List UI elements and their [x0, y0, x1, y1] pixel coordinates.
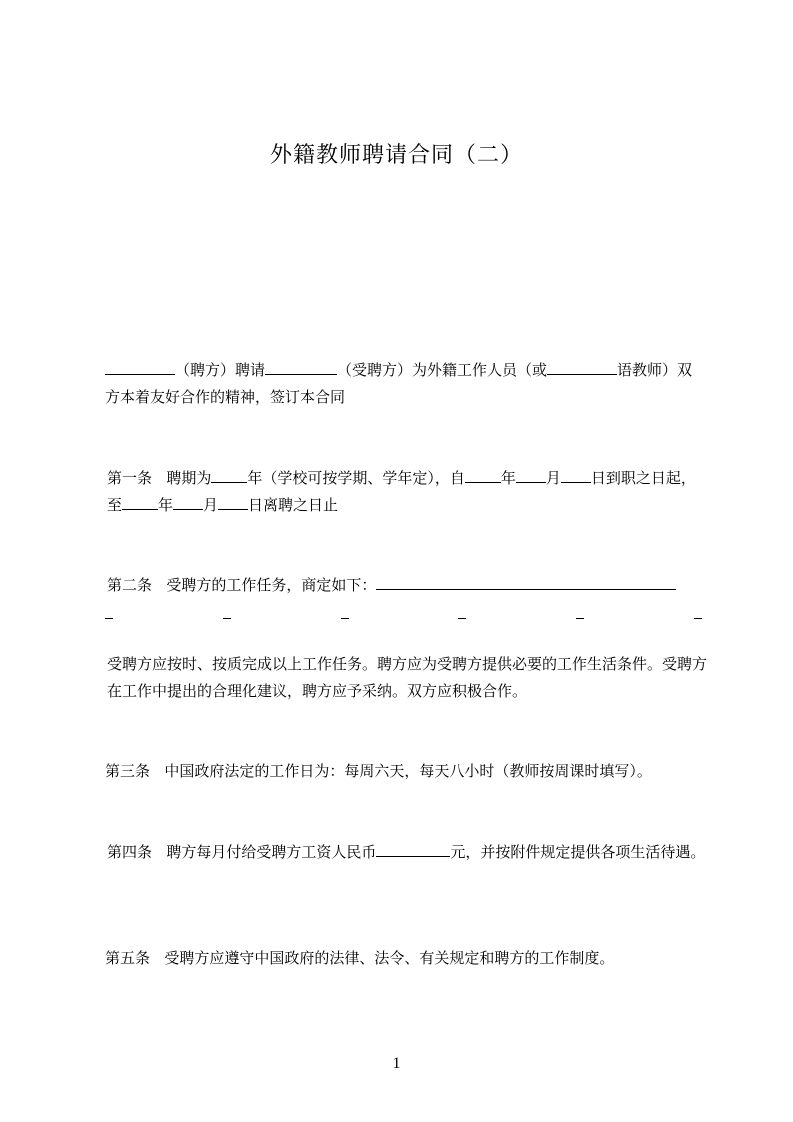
- preamble-text-1: （聘方）聘请: [175, 361, 266, 379]
- article-1-text: 聘期为: [166, 469, 212, 487]
- article-1-text: 日到职之日起，至: [107, 469, 696, 514]
- page-number: 1: [392, 1055, 401, 1072]
- start-month-blank[interactable]: [516, 467, 546, 483]
- article-3-label: 第三条: [105, 762, 151, 780]
- article-5-text: 受聘方应遵守中国政府的法律、法令、有关规定和聘方的工作制度。: [164, 949, 615, 967]
- end-month-blank[interactable]: [173, 494, 203, 510]
- article-1: [105, 465, 707, 519]
- term-years-blank[interactable]: [211, 467, 247, 483]
- start-day-blank[interactable]: [561, 467, 591, 483]
- article-4: [105, 839, 707, 866]
- article-1-text: 年（学校可按学期、学年定），自: [247, 469, 465, 487]
- dash-mark: [576, 606, 584, 619]
- tasks-blank[interactable]: [376, 574, 676, 590]
- article-1-text: 月: [203, 496, 219, 514]
- article-2: [105, 572, 707, 599]
- employee-blank[interactable]: [265, 359, 337, 375]
- article-1-text: 月: [545, 469, 561, 487]
- dash-mark: [223, 606, 231, 619]
- article-5: [105, 945, 705, 972]
- article-4-label: 第四条: [107, 843, 153, 861]
- article-1-text: 年: [500, 469, 516, 487]
- article-2-text: 受聘方的工作任务，商定如下：: [166, 576, 377, 594]
- tasks-continuation-line[interactable]: [105, 606, 702, 626]
- document-title: 外籍教师聘请合同（二）: [269, 143, 523, 168]
- article-2-label: 第二条: [107, 576, 153, 594]
- article-3: [105, 758, 705, 785]
- dash-mark: [458, 606, 466, 619]
- preamble-text-3: 语教师）双方本着友好合作的精神，签订本合同: [105, 361, 693, 406]
- article-4-text: 聘方每月付给受聘方工资人民币: [166, 843, 377, 861]
- start-year-blank[interactable]: [465, 467, 501, 483]
- dash-mark: [341, 606, 349, 619]
- language-blank[interactable]: [547, 359, 617, 375]
- article-2-continuation: 受聘方应按时、按质完成以上工作任务。聘方应为受聘方提供必要的工作生活条件。受聘方在工作中提出的合理化建议，聘方应予采纳。双方应积极合作。: [107, 655, 708, 700]
- dash-mark: [105, 606, 113, 619]
- dash-mark: [694, 606, 702, 619]
- article-5-label: 第五条: [105, 949, 151, 967]
- salary-blank[interactable]: [376, 841, 450, 857]
- end-day-blank[interactable]: [218, 494, 248, 510]
- article-1-text: 日离聘之日止: [248, 496, 339, 514]
- preamble-text-2: （受聘方）为外籍工作人员（或: [337, 361, 548, 379]
- article-4-text: 元，并按附件规定提供各项生活待遇。: [450, 843, 706, 861]
- end-year-blank[interactable]: [122, 494, 158, 510]
- article-1-label: 第一条: [107, 469, 153, 487]
- article-3-text: 中国政府法定的工作日为：每周六天，每天八小时（教师按周课时填写）。: [164, 762, 652, 780]
- employer-blank[interactable]: [105, 359, 175, 375]
- article-1-text: 年: [158, 496, 174, 514]
- preamble-paragraph: [105, 357, 705, 411]
